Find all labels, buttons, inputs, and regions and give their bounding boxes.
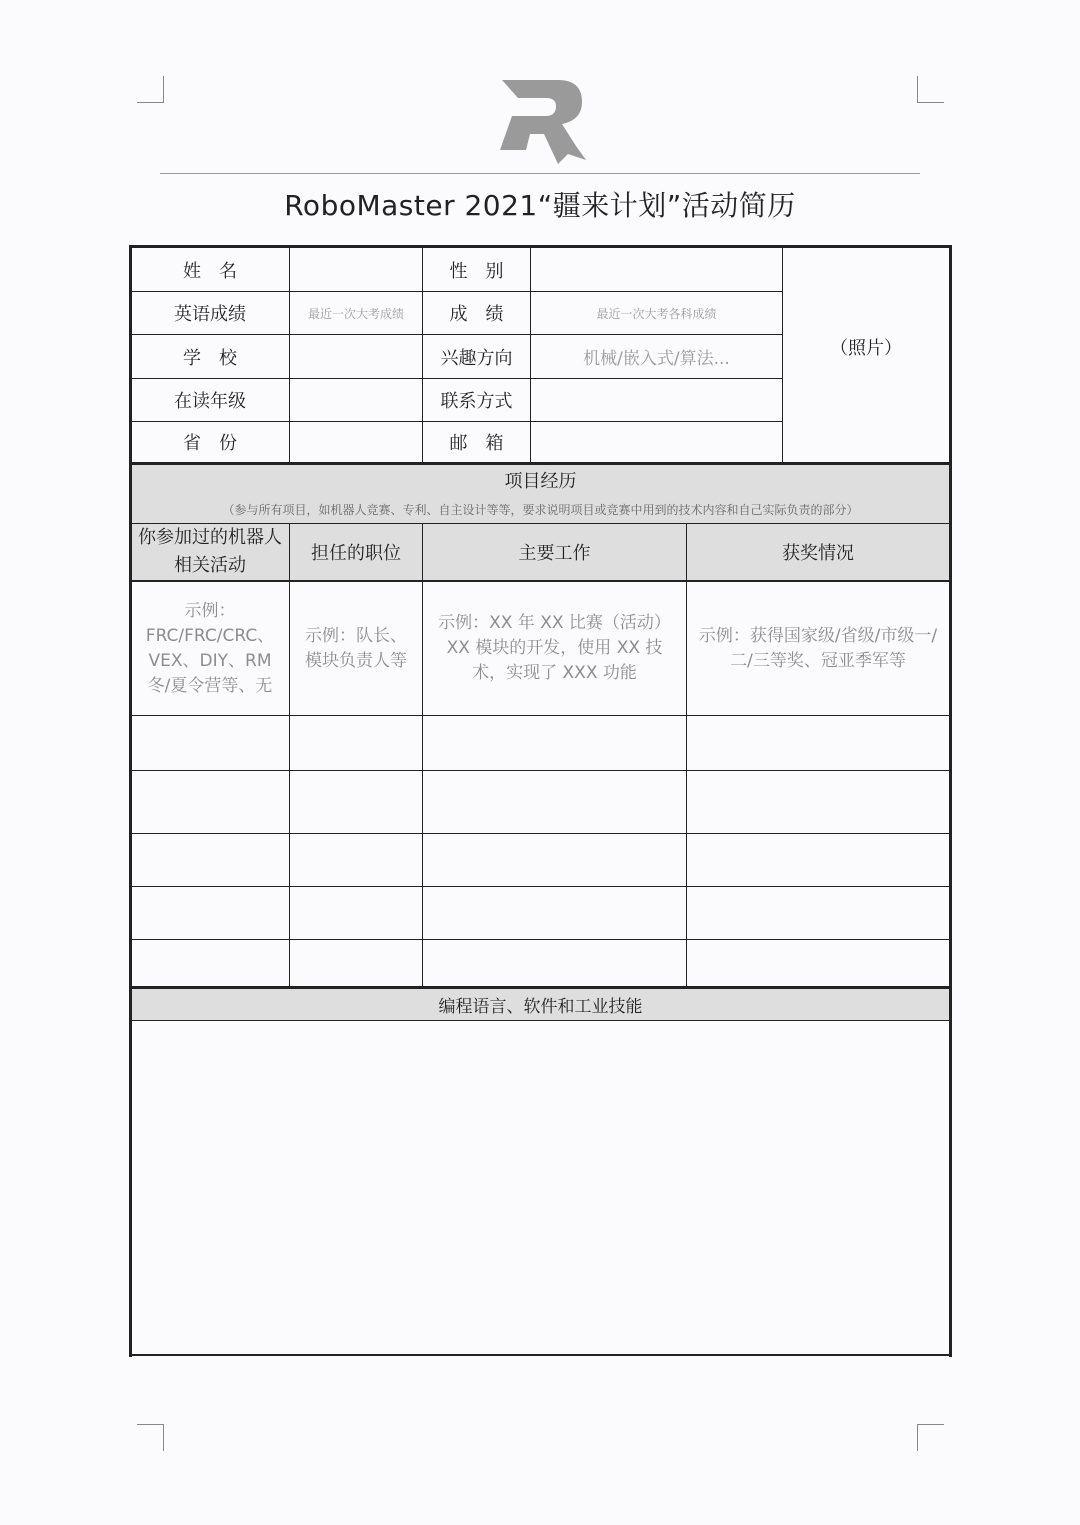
header-activities: 你参加过的机器人相关活动 — [138, 527, 282, 576]
project-row-3[interactable] — [132, 834, 949, 886]
english-score-field[interactable]: 最近一次大考成绩 — [307, 306, 404, 321]
scores-field[interactable]: 最近一次大考各科成绩 — [596, 306, 717, 321]
crop-mark-top-right — [917, 76, 944, 103]
skills-section-title: 编程语言、软件和工业技能 — [438, 997, 643, 1017]
photo-box[interactable] — [783, 248, 949, 462]
scores-label: 成 绩 — [449, 304, 504, 325]
name-field[interactable] — [290, 248, 422, 291]
gender-label: 性 别 — [449, 260, 504, 282]
header-rule — [160, 173, 920, 174]
english-score-label: 英语成绩 — [174, 304, 246, 325]
document-title: RoboMaster 2021“疆来计划”活动简历 — [284, 189, 796, 222]
contact-label: 联系方式 — [440, 391, 513, 412]
photo-label: （照片） — [830, 338, 902, 359]
skills-content-area[interactable] — [132, 1021, 949, 1354]
grade-field[interactable] — [290, 379, 422, 421]
province-field[interactable] — [290, 422, 422, 462]
example-awards[interactable]: 示例：获得国家级/省级/市级一/二/三等奖、冠亚季军等 — [698, 625, 938, 671]
example-position[interactable]: 示例：队长、模块负责人等 — [305, 625, 407, 671]
grade-label: 在读年级 — [174, 391, 246, 412]
header-position: 担任的职位 — [311, 543, 401, 564]
robomaster-logo-icon — [496, 76, 588, 168]
name-label: 姓 名 — [183, 260, 237, 282]
project-row-4[interactable] — [132, 887, 949, 939]
projects-section-title: 项目经历 — [504, 471, 577, 492]
contact-field[interactable] — [531, 379, 782, 421]
projects-section-note: （参与所有项目，如机器人竞赛、专利、自主设计等等，要求说明项目或竞赛中用到的技术内容和自己实际负责的部分） — [222, 502, 859, 517]
project-row-2[interactable] — [132, 771, 949, 833]
interest-field[interactable]: 机械/嵌入式/算法... — [583, 349, 730, 369]
school-field[interactable] — [290, 335, 422, 378]
email-field[interactable] — [531, 422, 782, 462]
example-main-work[interactable]: 示例：XX 年 XX 比赛（活动）XX 模块的开发，使用 XX 技术，实现了 XXX 功能 — [438, 613, 671, 683]
header-awards: 获奖情况 — [782, 543, 854, 564]
crop-mark-bottom-right — [917, 1424, 944, 1451]
gender-field[interactable] — [531, 248, 782, 291]
school-label: 学 校 — [183, 347, 237, 369]
header-main-work: 主要工作 — [518, 543, 591, 564]
crop-mark-bottom-left — [137, 1424, 164, 1451]
crop-mark-top-left — [137, 76, 164, 103]
email-label: 邮 箱 — [449, 433, 504, 454]
example-activities[interactable]: 示例：FRC/FRC/CRC、VEX、DIY、RM冬/夏令营等、无 — [145, 600, 275, 696]
province-label: 省 份 — [183, 433, 237, 454]
project-row-1[interactable] — [132, 716, 949, 770]
interest-label: 兴趣方向 — [440, 347, 513, 369]
project-row-5[interactable] — [132, 940, 949, 986]
